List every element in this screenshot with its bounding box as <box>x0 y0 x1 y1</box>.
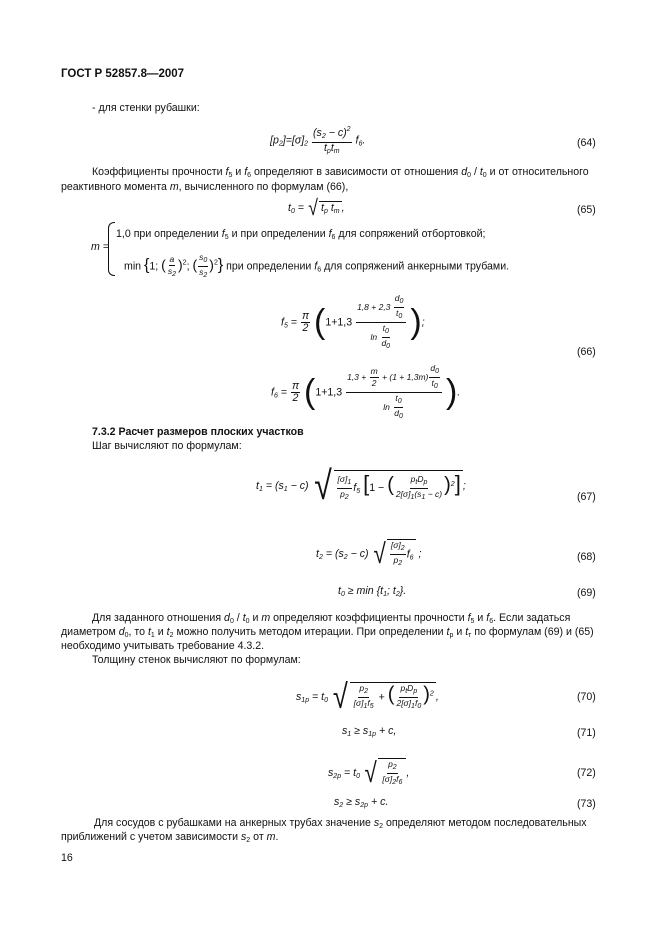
equation-65-number: (65) <box>577 204 596 216</box>
m-case-2: min {1; ( $\frac{a}{s_2}$ )$^2$; ( $\frac{s_0}{s_2}$ )$^2$} при определении $f_6$ для сопряжений анкерными трубами. <box>124 252 510 279</box>
equation-73: $s_2 \ge s_{2p} + c$. <box>334 796 389 809</box>
m-brace <box>108 222 115 276</box>
final-paragraph-line2: приближений с учетом зависимости $s_2$ от m. <box>61 831 279 844</box>
equation-68-number: (68) <box>577 551 596 563</box>
document-header: ГОСТ Р 52857.8—2007 <box>61 68 185 80</box>
equation-71-number: (71) <box>577 727 596 739</box>
equation-64: $[p_2]=[\sigma]_2$ $\frac{(s_2 - c)^2}{t_pt_т}$ $f_6$. <box>270 126 366 155</box>
m-case-1: 1,0 при определении $f_5$ и при определении $f_6$ для сопряжений отбортовкой; <box>116 228 486 241</box>
iter-paragraph-line1: Для заданного отношения $d_0 / t_0$ и m определяют коэффициенты прочности $f_5$ и $f_6$. Если задаться <box>92 612 571 625</box>
jacket-intro: - для стенки рубашки: <box>92 102 200 114</box>
equation-65: $t_0$ = √ $t_p$ $t_т$ , <box>288 195 345 220</box>
m-label: m = <box>91 241 109 253</box>
iter-paragraph-line2: диаметром $d_0$, то $t_1$ и $t_2$ можно получить методом итерации. При определении $t_p$ и $t_т$ по формулам (69) и (65) <box>61 626 594 639</box>
equation-66-number: (66) <box>577 346 596 358</box>
section-heading: 7.3.2 Расчет размеров плоских участков <box>92 426 304 438</box>
page-number: 16 <box>61 852 73 864</box>
thickness-intro: Толщину стенок вычисляют по формулам: <box>92 654 301 666</box>
step-intro: Шаг вычисляют по формулам: <box>92 440 242 452</box>
equation-72: $s_{2p} = t_0$ √ $\frac{p_2}{[\sigma]_2f_6}$ , <box>328 757 410 788</box>
equation-66-f5: $f_5$ = $\frac{\pi}{2}$ (1+1,3 1,8 + 2,3 $\frac{d_0}{t_0}$ ln $\frac{t_0}{d_0}$ ); <box>281 293 425 350</box>
equation-71: $s_1 \ge s_{1p} + c$, <box>342 725 397 738</box>
equation-69-number: (69) <box>577 587 596 599</box>
equation-67-number: (67) <box>577 491 596 503</box>
iter-paragraph-line3: необходимо учитывать требование 4.3.2. <box>61 640 265 652</box>
equation-70: $s_{1p} = t_0$ √ $\frac{p_2}{[\sigma]_1f_5}$ + ( $\frac{p_tD_p}{2[\sigma]_1f_0}$ )$^2$ , <box>296 678 439 716</box>
equation-69: $t_0 \ge \min \{t_1$; $t_2$}. <box>338 585 407 598</box>
equation-70-number: (70) <box>577 691 596 703</box>
equation-67: $t_1 = (s_1 - c)$ √ $\frac{[\sigma]_1}{p_2}$ $f_5$ [1 − ( $\frac{p_tD_p}{2[\sigma]_1(s_1 - c)}$ )$^2$] ; <box>256 464 466 509</box>
coef-paragraph-line1: Коэффициенты прочности $f_5$ и $f_6$ определяют в зависимости от отношения $d_0 / t_0$ и от относительного <box>92 166 589 179</box>
final-paragraph-line1: Для сосудов с рубашками на анкерных трубах значение $s_2$ определяют методом последовательных <box>94 817 587 830</box>
equation-72-number: (72) <box>577 767 596 779</box>
equation-66-f6: $f_6$ = $\frac{\pi}{2}$ (1+1,3 1,3 + $\frac{m}{2}$ + (1 + 1,3m) $\frac{d_0}{t_0}$ ln $\frac{t_0}{d_0}$ ). <box>271 363 461 420</box>
equation-73-number: (73) <box>577 798 596 810</box>
equation-68: $t_2 = (s_2 - c)$ √ $\frac{[\sigma]_2}{p_2}$ $f_6$ ; <box>316 538 422 569</box>
coef-paragraph-line2: реактивного момента m, вычисленного по формулам (66), <box>61 181 349 193</box>
equation-64-number: (64) <box>577 137 596 149</box>
